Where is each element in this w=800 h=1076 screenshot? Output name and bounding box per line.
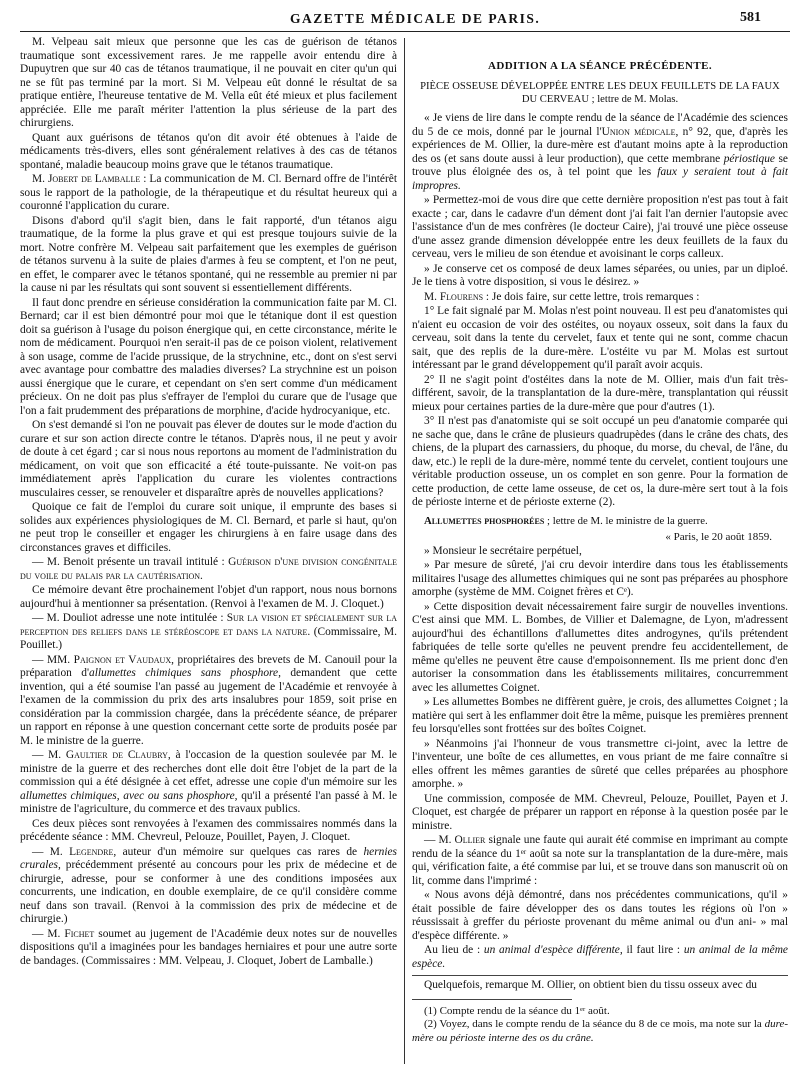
item-names: — M. Fichet (32, 927, 95, 940)
paragraph: Une commission, composée de MM. Chevreul, Pelouze, Pouillet, Payen et J. Cloquet, est chargée de préparer un rapport en réponse à la question posée par le ministre. (412, 792, 788, 832)
item-text: auteur d'un mémoire sur quelques cas rares de (116, 845, 364, 858)
item-paignon: — MM. Paignon et Vaudaux, propriétaires des brevets de M. Canouil pour la préparation d'allumettes chimiques sans phosphore, demandent que cette invention, qui a été soumise l'an passé au jugement de l'Académie et renvoyée à l'examen de la commission du prix des arts insalubres pour 1859, soit prise en considération par la commission chargée, dans la précédente séance, de préparer un rapport en réponse à une question concernant cette sorte de produits posée par M. le ministre de la guerre. (20, 653, 397, 747)
text-run: se trouve plus éloignée des os, à tel point que les (412, 152, 788, 178)
item-gaultier (20, 749, 397, 817)
item-benoit (20, 556, 397, 583)
item-text: demandent que cette invention, qui a été soumise l'an passé au jugement de l'Académie et renvoyée à l'examen de la commission du prix des arts insalubres pour 1859, soit prise en considération par la commission chargée, dans la précédente séance, de préparer un rapport en réponse à une question concernant cette sorte de produits posée par M. le ministre de la guerre. (20, 667, 397, 747)
footnote-rule (412, 999, 572, 1000)
column-divider (404, 38, 405, 1064)
footnote-2 (412, 1018, 788, 1045)
item-tail: (Commissaire, M. Pouillet.) (20, 625, 397, 651)
text-run: « Je viens de lire dans le compte rendu de la séance de l'Académie des sciences du 5 de ce mois, donné par le journal l' (412, 112, 788, 138)
remark-1: 1° Le fait signalé par M. Molas n'est point nouveau. Il est peu d'anatomistes qui n'aient eu occasion de voir des ostéites, ou noyaux osseux, soit dans la faux du cerveau, soit dans la tente du cervelet, faux et tente qui ne sont, comme chacun sait, que des replis de la dure-mère. L'ostéite vu par M. Molas est surtout intéressant par le grand développement qu'il paraît avoir acquis. (412, 305, 788, 371)
speaker-name: M. Jobert de Lamballe : (32, 173, 147, 185)
text-run: , n° 92, que, d'après les expériences de M. Ollier, la dure-mère est d'autant moins apte à la reproduction des os (et sans doute aussi à leur production), que cette membrane (412, 125, 788, 165)
subsection-title: PIÈCE OSSEUSE DÉVELOPPÉE ENTRE LES DEUX FEUILLETS DE LA FAUX DU CERVEAU ; lettre de M. Molas. (420, 81, 780, 105)
right-column (412, 36, 788, 1072)
speaker-name: — M. Ollier (424, 834, 486, 846)
speech-text: La communication de M. Cl. Bernard offre de l'intérêt sous le rapport de la pathologie, de la thérapeutique et du résultat heureux qui a couronné l'application du curare. (20, 173, 397, 212)
paragraph: M. Velpeau sait mieux que personne que les cas de guérison de tétanos traumatique sont excessivement rares. Je me rappelle avoir entendu dire à Dupuytren que sur 40 cas de tétanos traumatique, il ne pouvait en citer qu'un qui ne se fût pas terminé par la mort. Si M. Velpeau eût donné le résultat de sa pratique entière, l'heureuse tentative de M. Vella eût été mieux et plus facilement appréciée. Elle me paraît mériter l'attention la plus sérieuse de la part des chirurgiens. (20, 36, 397, 129)
letter-paragraph: » Néanmoins j'ai l'honneur de vous transmettre ci-joint, avec la lettre de l'inventeur, une boîte de ces allumettes, en vous priant de me faire connaître si elles offrent les mêmes garanties de sûreté que celles préparées au phosphore amorphe. » (412, 737, 788, 790)
text-run: (2) Voyez, dans le compte rendu de la séance du 8 de ce mois, ma note sur la (424, 1018, 765, 1030)
speech-text: Je dois faire, sur cette lettre, trois remarques : (489, 290, 700, 303)
letter-paragraph: » Je conserve cet os composé de deux lames séparées, ou unies, par un diploé. Je le tiens à votre disposition, si vous le désirez. » (412, 262, 788, 288)
separator-rule (412, 975, 788, 976)
correction (412, 944, 788, 971)
header-rule (20, 31, 790, 32)
footnote-1: (1) Compte rendu de la séance du 1ᵉʳ août. (424, 1004, 610, 1017)
letter-salutation: » Monsieur le secrétaire perpétuel, (424, 544, 582, 557)
letter-paragraph: » Permettez-moi de vous dire que cette dernière proposition n'est pas tout à fait exacte ; car, dans le cadavre d'un dément dont j'ai fait l'an dernier l'autopsie avec l'assistance d'un de mes confrères (le docteur Caire), j'ai trouvé une pièce osseuse d'une assez grande dimension développée entre les deux feuillets de la faux du cerveau, vers le milieu de son étendue et avoisinant le corps calleux. (412, 194, 788, 260)
item-title: Guérison d'une division congénitale du voile du palais par la cautérisation. (20, 556, 397, 582)
item-text: soumet au jugement de l'Académie deux notes sur de nouvelles dispositions qu'il a imaginées pour les bandages herniaires et pour une autre sorte de bandages. (Commissaires : MM. Velpeau, J. Cloquet, Jobert de Lamballe.) (20, 927, 397, 967)
item-italic: allumettes chimiques, avec ou sans phosphore, (20, 789, 238, 802)
section-title: ADDITION A LA SÉANCE PRÉCÉDENTE. (488, 60, 712, 72)
letter-dateline: « Paris, le 20 août 1859. (665, 530, 772, 543)
speaker-name: M. Flourens : (424, 290, 490, 303)
letter-paragraph: » Cette disposition devait nécessairement faire surgir de nouvelles inventions. C'est ainsi que MM. L. Bombes, de Villier et Dalemagne, de Lyon, m'adressent aujourd'hui des échantillons d'allumettes dites androgynes, qu'ils prétendent fabriquées de telle sorte qu'elles ne peuvent prendre feu accidentellement, de même qu'elles ne peuvent être cause d'empoisonnement. Ils me prient donc d'en autoriser la consommation dans les établissements militaires, concurremment avec les allumettes Coignet. (412, 600, 788, 694)
speech-flourens (412, 291, 788, 305)
subsection-tail: ; lettre de M. le ministre de la guerre. (544, 514, 708, 527)
paragraph: Ce mémoire devant être prochainement l'objet d'un rapport, nous nous bornons aujourd'hui à mentionner sa présentation. (Renvoi à l'examen de M. J. Cloquet.) (20, 584, 397, 610)
speech-jobert (20, 173, 397, 214)
letter-paragraph: » Les allumettes Bombes ne diffèrent guère, je crois, des allumettes Coignet ; la matière qui sert à les enflammer doit être la même, puisque les premières prennent feu lorsqu'elles sont frottées sur des boîtes Coignet. (412, 696, 788, 735)
item-italic: allumettes chimiques sans phosphore, (89, 667, 281, 679)
paragraph: Disons d'abord qu'il s'agit bien, dans le fait rapporté, d'un tétanos aigu traumatique, de la forme la plus grave et qui est presque toujours suivie de la mort. Notre confrère M. Velpeau sait parfaitement que les exemples de guérison de tétanos survenu à la suite de plaies d'armes à feu se comptent, et l'on ne peut, en effet, le comparer avec le tétanos spontané, qui ne ressemble au premier ni par la cause ni par les résultats qui sont souvent si essentiellement différents. (20, 214, 397, 294)
paragraph: Il faut donc prendre en sérieuse considération la communication faite par M. Cl. Bernard; car il est bien démontré pour moi que le tétanique dont il est question doit sa guérison à l'usage du poison énergique qui, en cette circonstance, mérite le nom de médicament. Pourquoi n'en serait-il pas de ce poison violent, relativement à son usage, comme de l'acide prussique, de la strychnine, etc., dont on s'est servi avec avantage pour combattre des maladies diverses? La strychnine est un poison aussi énergique que le curare, et cependant on s'en sert comme d'un médicament précieux. On ne doit pas plus s'effrayer de l'emploi du curare que de l'usage que l'on a fait prudemment des préparations de morphine, d'acide hydrocyanique, etc. (20, 296, 397, 417)
text-run: Au lieu de : (424, 944, 484, 956)
remark-3: 3° Il n'est pas d'anatomiste qui se soit occupé un peu d'anatomie comparée qui ne sache que, dans le crâne de plusieurs quadrupèdes (dans le crâne des chats, des chiens, de la plupart des carnassiers, du phoque, du morse, du cheval, de l'âne, du daw, etc.) le repli de la dure-mère, nommé tente du cervelet, contient toujours une véritable production osseuse, un os complet en son genre. Pour la formation de cette production, de cette lame osseuse, de cet os, la dure-mère sert tout à la fois de périoste interne et de périoste externe (2). (412, 415, 788, 508)
italic-run: un animal de la même espèce. (412, 944, 788, 970)
paragraph: Quoique ce fait de l'emploi du curare soit unique, il emprunte des bases si solides aux expériences physiologiques de M. Cl. Bernard, et parle si haut, qu'on ne peut trop le conseiller et engager les chirurgiens à en faire usage dans des circonstances graves et difficiles. (20, 501, 397, 554)
item-lead: — M. Douliot adresse une note intitulée : (32, 612, 227, 624)
item-text: à l'occasion de la question soulevée par M. le ministre de la guerre et des recherches dont elle doit être l'objet de la part de la commission qui a été désignée à cet effet, adresse une copie d'un mémoire sur les (20, 749, 397, 788)
item-legendre (20, 846, 397, 927)
paragraph: On s'est demandé si l'on ne pouvait pas élever de doutes sur le mode d'action du curare et sur son action directe contre le tétanos. D'après nous, il ne peut y avoir de doute à cet égard ; car si nous nous reportons au moment de l'administration du médicament, on voit que son efficacité a été toute-puissante. Ne voit-on pas immédiatement après l'application du curare les violentes contractions musculaires cesser, se renouveler et disparaître après de nouvelles applications? (20, 419, 397, 499)
paragraph: Quant aux guérisons de tétanos qu'on dit avoir été obtenues à l'aide de médicaments très-divers, elles sont généralement relatives à des cas de tétanos spontané, maladie beaucoup moins grave que le tétanos traumatique. (20, 131, 397, 171)
italic-run: dure-mère ou périoste interne des os du crâne. (412, 1018, 788, 1044)
speech-text: signale une faute qui aurait été commise en imprimant au compte rendu de la séance du 1ᵉʳ août sa note sur la transplantation de la dure-mère, mais qui, vérification faite, a été commise par lui, et se trouve dans son manuscrit où on lit, comme dans l'imprimé : (412, 834, 788, 887)
item-text: propriétaires des brevets de M. Canouil pour la préparation d' (20, 653, 397, 679)
running-title: GAZETTE MÉDICALE DE PARIS. (290, 11, 541, 26)
item-lead: — M. Benoit présente un travail intitulé : (32, 556, 229, 568)
italic-run: périostique (723, 152, 775, 165)
item-ollier (412, 834, 788, 888)
item-text: qu'il a présenté l'an passé à M. le ministre de l'agriculture, du commerce et des travaux publics. (20, 789, 397, 815)
subsection-allumettes (412, 515, 788, 527)
left-column (20, 36, 397, 1066)
quotation: « Nous avons déjà démontré, dans nos précédentes communications, qu'il » était possible de faire développer des os dans toutes les régions où l'on » réussissait à greffer du périoste provenant du même animal ou d'un ani- » mal d'espèce différente. » (412, 889, 788, 942)
letter-paragraph: » Par mesure de sûreté, j'ai cru devoir interdire dans tous les établissements militaires l'usage des allumettes chimiques qui ne sont pas préparées au phosphore amorphe (système de MM. Coignet frères et Cᵉ). (412, 559, 788, 598)
letter-paragraph (412, 112, 788, 193)
item-fichet (20, 928, 397, 969)
page-number: 581 (740, 10, 761, 25)
subsection-title: Allumettes phosphorées (424, 514, 545, 527)
italic-run: faux y seraient tout à fait impropres. (412, 166, 788, 192)
paragraph: Ces deux pièces sont renvoyées à l'examen des commissaires nommés dans la précédente séance : MM. Chevreul, Pelouze, Pouillet, Payen, J. Cloquet. (20, 817, 397, 843)
text-run: il faut lire : (622, 944, 684, 956)
item-title: Sur la vision et spécialement sur la perception des reliefs dans le stéréoscope et dans la nature. (20, 612, 397, 638)
item-italic: hernies crurales, (20, 845, 397, 871)
item-names: MM. Paignon et Vaudaux, (46, 653, 174, 666)
journal-name: Union médicale (601, 125, 676, 138)
italic-run: un animal d'espèce différente, (483, 944, 623, 956)
item-douliot (20, 612, 397, 653)
remark-2: 2° Il ne s'agit point d'ostéites dans la note de M. Ollier, mais d'un fait très-différent, savoir, de la transplantation de la dure-mère, transplantation qui réussit mieux pour certaines parties de la dure-mère que pour d'autres (1). (412, 373, 788, 413)
paragraph: Quelquefois, remarque M. Ollier, on obtient bien du tissu osseux avec du (424, 979, 757, 991)
item-names: — M. Legendre, (32, 845, 117, 858)
item-names: — M. Gaultier de Claubry, (32, 749, 171, 761)
item-text: précédemment présenté au concours pour les prix de médecine et de chirurgie, adresse, pour se conformer à une des conditions imposées aux concurrents, une indication, en double exemplaire, de ce qu'il considère comme neuf dans son travail. (Renvoi à la commission des prix de médecine et de chirurgie.) (20, 859, 397, 925)
